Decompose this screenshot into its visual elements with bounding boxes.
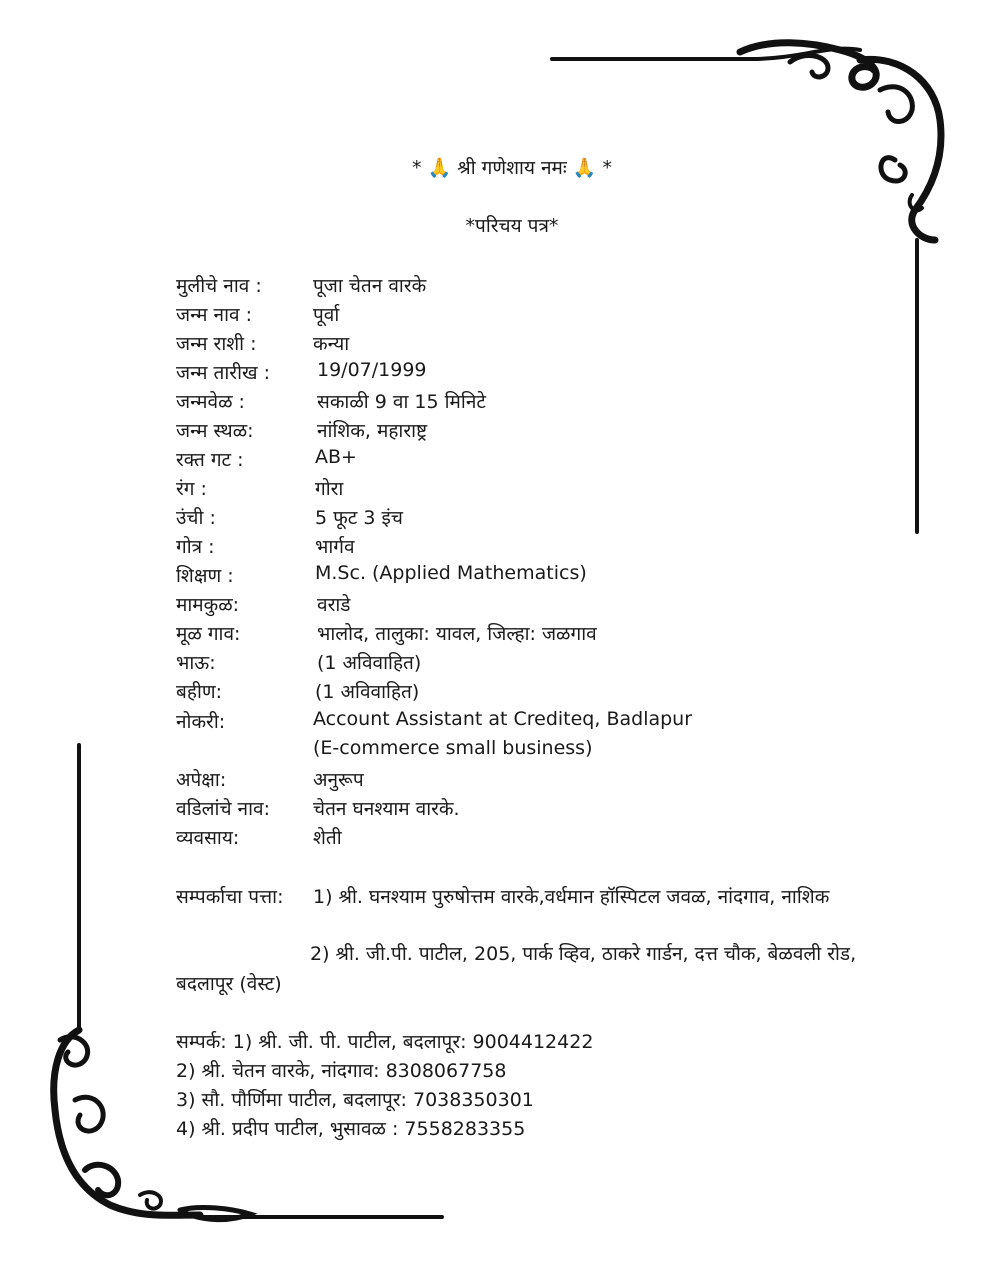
detail-value: 5 फूट 3 इंच	[315, 507, 403, 529]
detail-value: पूजा चेतन वारके	[313, 275, 427, 297]
detail-label: जन्म तारीख :	[176, 362, 270, 384]
detail-label: मुलीचे नाव :	[176, 275, 262, 297]
detail-value: अनुरूप	[313, 769, 364, 791]
detail-label: व्यवसाय:	[176, 827, 240, 849]
detail-value: वराडे	[317, 594, 351, 616]
detail-value: (1 अविवाहित)	[317, 652, 422, 674]
address-label: सम्पर्काचा पत्ता:	[176, 886, 284, 908]
contact-line: 4) श्री. प्रदीप पाटील, भुसावळ : 7558283355	[176, 1118, 526, 1140]
detail-label: अपेक्षा:	[176, 769, 227, 791]
detail-label: वडिलांचे नाव:	[176, 798, 270, 820]
detail-label: गोत्र :	[176, 536, 215, 558]
detail-value: कन्या	[313, 333, 350, 355]
detail-label: नोकरी:	[176, 711, 226, 733]
detail-label: मूळ गाव:	[176, 623, 241, 645]
detail-value: सकाळी 9 वा 15 मिनिटे	[317, 391, 486, 413]
detail-value: गोरा	[315, 478, 344, 500]
detail-value: भार्गव	[315, 536, 355, 558]
detail-label: रंग :	[176, 478, 207, 500]
contact-line: 2) श्री. चेतन वारके, नांदगाव: 8308067758	[176, 1060, 507, 1082]
detail-value: (1 अविवाहित)	[315, 681, 420, 703]
detail-value: चेतन घनश्याम वारके.	[313, 798, 460, 820]
detail-value: AB+	[315, 446, 357, 468]
detail-value: M.Sc. (Applied Mathematics)	[315, 562, 587, 584]
detail-value: 19/07/1999	[317, 359, 427, 381]
detail-value: शेती	[313, 827, 342, 849]
detail-value: Account Assistant at Crediteq, Badlapur	[313, 708, 693, 730]
detail-label: जन्म राशी :	[176, 333, 257, 355]
contact-line: सम्पर्क: 1) श्री. जी. पी. पाटील, बदलापूर: 9004412422	[176, 1031, 594, 1053]
detail-label: जन्म स्थळ:	[176, 420, 254, 442]
detail-label: मामकुळ:	[176, 594, 240, 616]
address-line-2: 2) श्री. जी.पी. पाटील, 205, पार्क व्हिव, ठाकरे गार्डन, दत्त चौक, बेळवली रोड,	[310, 943, 857, 965]
address-line-2-continued: बदलापूर (वेस्ट)	[176, 973, 282, 995]
invocation-line: * 🙏 श्री गणेशाय नमः 🙏 *	[412, 157, 612, 179]
address-line-1: 1) श्री. घनश्याम पुरुषोत्तम वारके,वर्धमान हॉस्पिटल जवळ, नांदगाव, नाशिक	[313, 886, 830, 908]
detail-value: पूर्वा	[313, 304, 340, 326]
detail-label: उंची :	[176, 507, 216, 529]
detail-label: जन्म नाव :	[176, 304, 253, 326]
detail-label: रक्त गट :	[176, 449, 244, 471]
detail-label: जन्मवेळ :	[176, 391, 245, 413]
detail-value: नांशिक, महाराष्ट्र	[317, 420, 428, 442]
detail-value-continued: (E-commerce small business)	[313, 737, 593, 759]
detail-label: भाऊ:	[176, 652, 216, 674]
page-title: *परिचय पत्र*	[465, 215, 559, 237]
contact-line: 3) सौ. पौर्णिमा पाटील, बदलापूर: 7038350301	[176, 1089, 534, 1111]
detail-label: बहीण:	[176, 681, 222, 703]
detail-value: भालोद, तालुका: यावल, जिल्हा: जळगाव	[317, 623, 597, 645]
detail-label: शिक्षण :	[176, 565, 234, 587]
